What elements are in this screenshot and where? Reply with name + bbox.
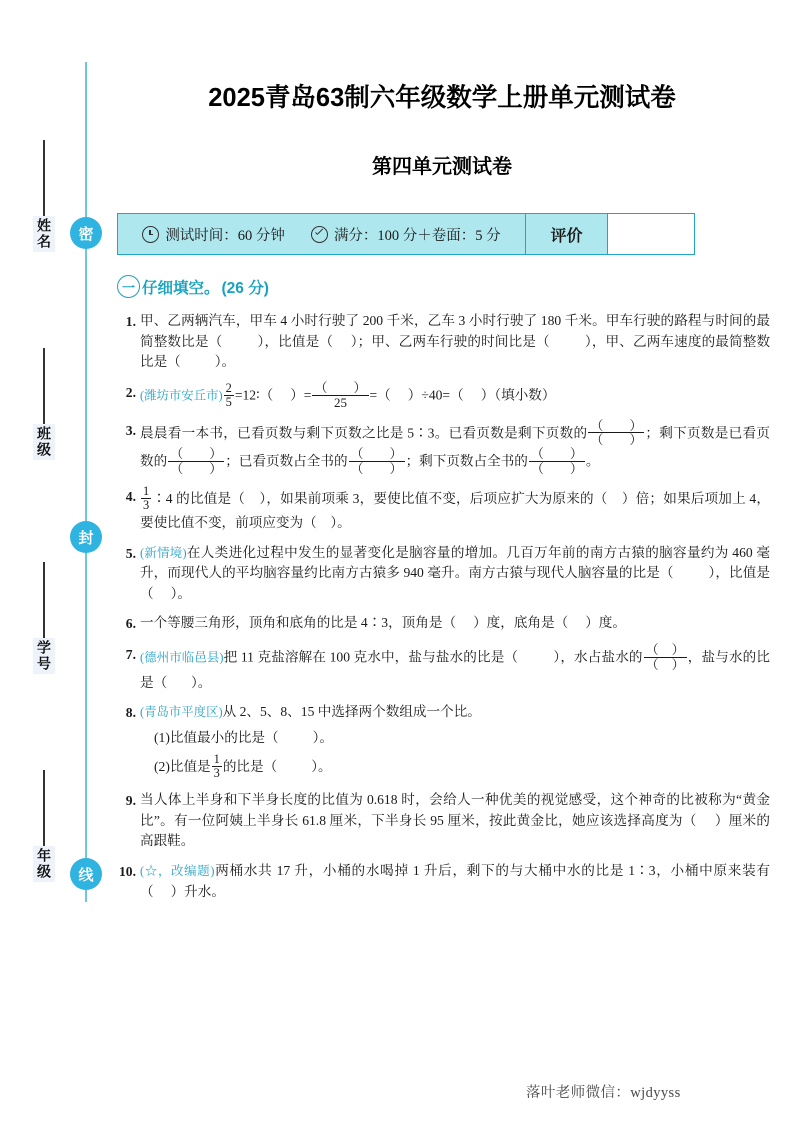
field-class [18, 348, 70, 460]
grade-writing-rule [43, 770, 44, 846]
q9-text-a: 当人体上半身和下半身长度的比值为 0.618 时，会给人一种优美的视觉感受，这个神奇的比被称为“黄金比”。有一位阿姨上半身长 61.8 厘米，下半身长 95 厘米，按此黄金比，她应该选择高度为（ [140, 791, 770, 828]
q8-fraction-one-third: $\frac{1}{3}$ [213, 751, 220, 780]
q10-text-b: ）升水。 [170, 883, 225, 899]
question-10-number: 10. [119, 863, 136, 879]
q3-fraction-4[interactable]: $\frac{( )}{( )}$ [530, 446, 583, 476]
q7-region-tag: (德州市临邑县) [140, 650, 224, 665]
seal-badge-xian: 线 [70, 858, 102, 890]
question-9 [112, 790, 772, 852]
seal-line [85, 62, 87, 902]
binding-margin [0, 0, 110, 1122]
paper-content [112, 0, 772, 911]
question-7-number: 7. [125, 647, 136, 663]
question-1 [112, 311, 772, 373]
question-9-body [140, 790, 772, 852]
check-circle-icon [311, 226, 328, 243]
q2-text-c: =（ [369, 387, 391, 403]
question-8 [112, 702, 772, 781]
field-name [18, 140, 70, 252]
question-5-body [140, 543, 772, 605]
question-5 [112, 543, 772, 605]
q7-text-a: 把 11 克盐溶解在 100 克水中，盐与盐水的比是（ [223, 649, 519, 665]
question-10 [112, 861, 772, 902]
watermark-text: 落叶老师微信：wjdyyss [526, 1085, 681, 1101]
q10-type-tag: (☆，改编题) [140, 863, 215, 878]
name-writing-rule [43, 140, 44, 216]
evaluation-label: 评价 [526, 214, 608, 254]
question-5-number: 5. [125, 545, 136, 561]
q3-fraction-3[interactable]: $\frac{( )}{( )}$ [350, 446, 403, 476]
field-student-id-label: 学号 [33, 638, 55, 674]
q2-fraction-mid: $\frac{( )}{25}$ [314, 379, 367, 410]
q8-sub1-end: ）。 [312, 729, 333, 745]
clock-icon [142, 226, 159, 243]
q4-text-a: ∶4 的比值是（ [152, 490, 246, 506]
q6-text-c: ）度。 [585, 615, 626, 631]
question-2 [112, 379, 772, 411]
question-4-body [140, 483, 772, 534]
q8-sub1-text: (1)比值最小的比是（ [154, 729, 279, 745]
section-number: 一 [117, 275, 140, 298]
q5-context-tag: (新情境) [140, 545, 187, 560]
q1-text-b: ），比值是（ [257, 333, 334, 349]
section-title: 仔细填空。 [142, 279, 220, 297]
page-title: 2025青岛63制六年级数学上册单元测试卷 [208, 84, 676, 112]
q4-text-b: ），如果前项乘 3，要使比值不变，后项应扩大为原来的（ [259, 490, 608, 506]
evaluation-blank-cell[interactable] [608, 214, 694, 254]
question-10-body [140, 861, 772, 902]
q8-text-a: 从 2、5、8、15 中选择两个数组成一个比。 [222, 704, 481, 720]
question-3-number: 3. [125, 422, 136, 438]
field-student-id [18, 562, 70, 674]
question-6-body [140, 613, 772, 635]
q5-text-b: ），比值是（ [140, 565, 771, 601]
q5-text-a: 在人类进化过程中发生的显著变化是脑容量的增加。几百万年前的南方古猿的脑容量约为 460 毫升，而现代人的平均脑容量约比南方古猿多 940 毫升。南方古猿与现代人脑容量的比是（ [140, 544, 770, 581]
q4-fraction-one-third: $\frac{1}{3}$ [143, 483, 150, 512]
question-8-body [140, 702, 772, 781]
q8-sub2-post: 的比是（ [222, 758, 278, 774]
q2-text-a: =12∶（ [234, 387, 274, 403]
q3-text-c: ；已看页数占全书的 [225, 453, 348, 469]
page-subtitle: 第四单元测试卷 [372, 156, 512, 178]
q10-text-a: 两桶水共 17 升，小桶的水喝掉 1 升后，剩下的与大桶中水的比是 1∶3，小桶中原来装有（ [140, 862, 770, 899]
section-header-fill-in-blanks [117, 275, 772, 298]
question-8-sub-1 [140, 728, 770, 749]
q7-text-c: ，盐与水的比是（ [140, 649, 770, 690]
question-9-number: 9. [125, 792, 136, 808]
question-7-body [140, 644, 772, 693]
q1-text-e: ）。 [214, 354, 236, 370]
q3-text-a: 晨晨看一本书，已看页数与剩下页数之比是 5∶3。已看页数是剩下页数的 [140, 424, 588, 440]
field-grade-label: 年级 [33, 846, 55, 882]
question-7 [112, 644, 772, 693]
question-list [112, 311, 772, 902]
class-writing-rule [43, 348, 44, 424]
question-4-number: 4. [125, 488, 136, 504]
q1-text-a: 甲、乙两辆汽车，甲车 4 小时行驶了 200 千米，乙车 3 小时行驶了 180 千米。甲车行驶的路程与时间的最简整数比是（ [140, 313, 770, 349]
q6-text-b: ）度，底角是（ [473, 615, 569, 631]
section-points: (26 分) [221, 279, 269, 297]
field-class-label: 班级 [33, 424, 55, 460]
q2-text-e: ）（填小数） [480, 387, 556, 403]
question-1-body [140, 311, 772, 373]
q8-sub2-pre: (2)比值是 [154, 758, 211, 774]
q5-text-c: ）。 [170, 585, 191, 601]
question-8-number: 8. [125, 705, 136, 721]
q3-text-d: ；剩下页数占全书的 [405, 453, 528, 469]
exam-info-bar [117, 213, 695, 255]
q2-text-b: ）= [290, 387, 312, 403]
question-2-body [140, 379, 772, 411]
q7-text-b: ），水占盐水的 [553, 649, 643, 665]
q2-fraction-left: $\frac{2}{5}$ [225, 380, 232, 409]
q6-text-a: 一个等腰三角形，顶角和底角的比是 4∶3，顶角是（ [140, 615, 457, 631]
q9-text-b: ）厘米的高跟鞋。 [140, 812, 770, 849]
exam-time-label: 测试时间：60 分钟 [165, 227, 285, 244]
question-8-sub-2 [140, 751, 770, 781]
exam-time-pair [142, 224, 285, 245]
q2-text-d: ）÷40=（ [407, 387, 464, 403]
exam-score-pair [311, 224, 501, 245]
seal-badge-mi: 密 [70, 217, 102, 249]
question-6 [112, 613, 772, 635]
question-6-number: 6. [125, 616, 136, 632]
student-id-writing-rule [43, 562, 44, 638]
q2-region-tag: (潍坊市安丘市) [140, 388, 223, 403]
q4-text-d: ）。 [330, 514, 351, 530]
q3-fraction-1[interactable]: $\frac{( )}{( )}$ [590, 417, 643, 448]
q3-fraction-2[interactable]: $\frac{( )}{( )}$ [170, 446, 223, 476]
q7-text-d: ）。 [190, 674, 212, 690]
q8-sub2-end: ）。 [311, 758, 332, 774]
q3-text-b: ；剩下页数是已看页数的 [140, 424, 770, 469]
question-4 [112, 483, 772, 534]
q8-region-tag: (青岛市平度区) [140, 705, 223, 720]
exam-info-left [118, 214, 526, 254]
field-name-label: 姓名 [33, 216, 55, 252]
q3-text-e: 。 [585, 453, 600, 469]
q4-text-c: ）倍；如果后项加上 4，要使比值不变，前项应变为（ [140, 490, 771, 530]
q1-text-c: ）；甲、乙两车行驶的时间比是（ [350, 333, 550, 349]
question-1-number: 1. [125, 314, 136, 329]
question-3 [112, 417, 772, 477]
question-2-number: 2. [125, 384, 136, 400]
q7-fraction[interactable]: $\frac{( )}{( )}$ [645, 642, 685, 672]
exam-score-label: 满分：100 分＋卷面：5 分 [333, 227, 501, 244]
q1-text-d: ），甲、乙两车速度的最简整数比是（ [140, 333, 771, 370]
question-3-body [140, 417, 772, 477]
seal-badge-feng: 封 [70, 521, 102, 553]
field-grade [18, 770, 70, 882]
